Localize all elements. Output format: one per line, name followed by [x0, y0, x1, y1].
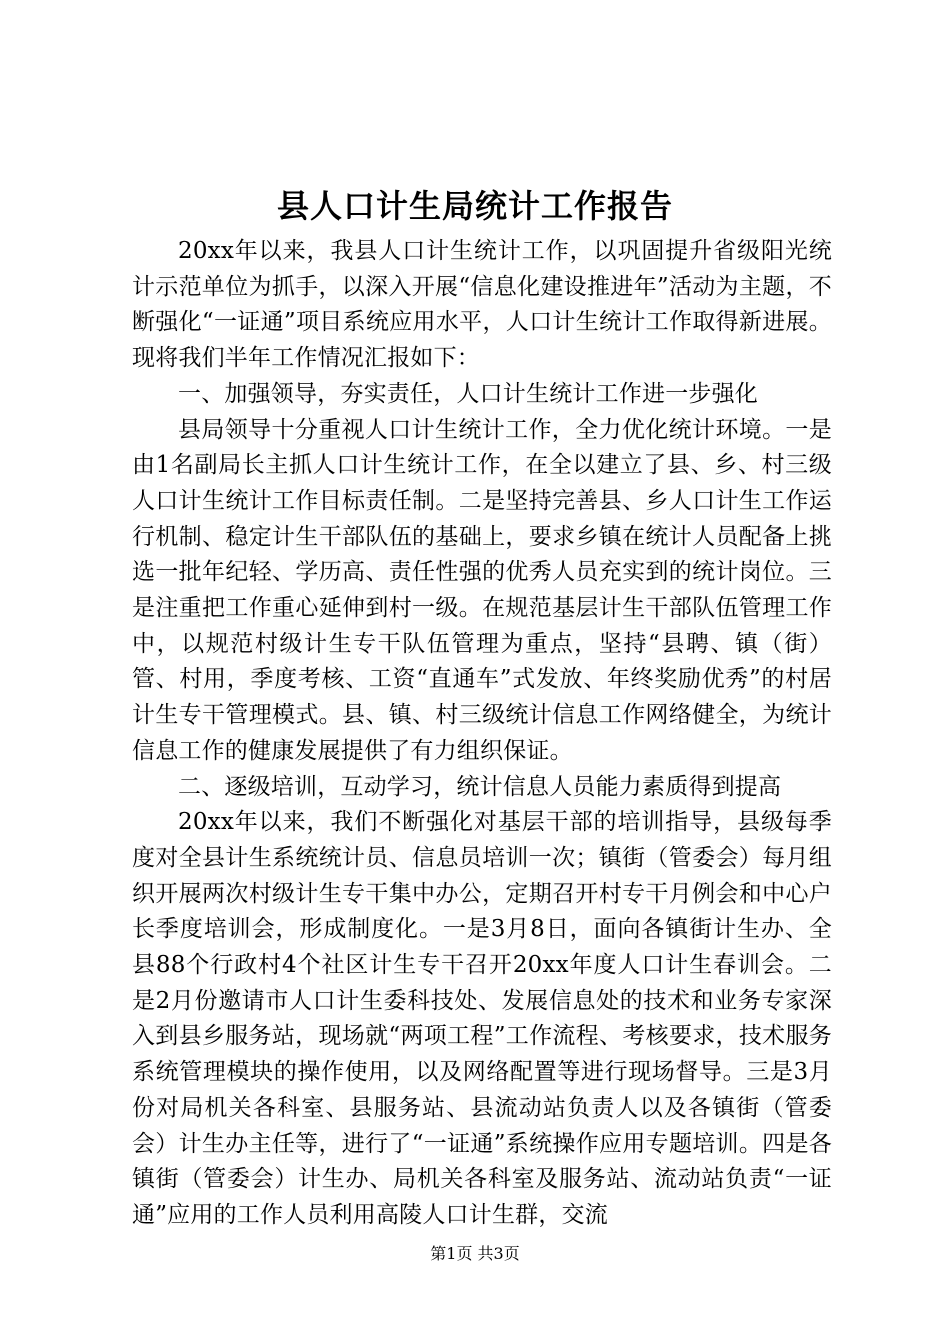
intro-paragraph: 20xx年以来，我县人口计生统计工作，以巩固提升省级阳光统计示范单位为抓手，以深入开展“信息化建设推进年”活动为主题，不断强化“一证通”项目系统应用水平，人口计生统计工作取得新进展。现将我们半年工作情况汇报如下：: [132, 238, 832, 372]
section-heading-1: 一、加强领导，夯实责任，人口计生统计工作进一步强化: [178, 380, 758, 407]
document-body: [132, 234, 832, 1234]
section-2-paragraph: 20xx年以来，我们不断强化对基层干部的培训指导，县级每季度对全县计生系统统计员、信息员培训一次；镇街（管委会）每月组织开展两次村级计生专干集中办公，定期召开村专干月例会和中心户长季度培训会，形成制度化。一是3月8日，面向各镇街计生办、全县88个行政村4个社区计生专干召开20xx年度人口计生春训会。二是2月份邀请市人口计生委科技处、发展信息处的技术和业务专家深入到县乡服务站，现场就“两项工程”工作流程、考核要求，技术服务系统管理模块的操作使用，以及网络配置等进行现场督导。三是3月份对局机关各科室、县服务站、县流动站负责人以及各镇街（管委会）计生办主任等，进行了“一证通”系统操作应用专题培训。四是各镇街（管委会）计生办、局机关各科室及服务站、流动站负责“一证通”应用的工作人员利用高陵人口计生群，交流: [132, 809, 832, 1228]
section-heading-2: 二、逐级培训，互动学习，统计信息人员能力素质得到提高: [178, 773, 782, 800]
page-footer: 第1页 共3页: [430, 1244, 520, 1263]
section-1-paragraph: 县局领导十分重视人口计生统计工作，全力优化统计环境。一是由1名副局长主抓人口计生统计工作，在全以建立了县、乡、村三级人口计生统计工作目标责任制。二是坚持完善县、乡人口计生工作运行机制、稳定计生干部队伍的基础上，要求乡镇在统计人员配备上挑选一批年纪轻、学历高、责任性强的优秀人员充实到的统计岗位。三是注重把工作重心延伸到村一级。在规范基层计生干部队伍管理工作中，以规范村级计生专干队伍管理为重点，坚持“县聘、镇（街）管、村用，季度考核、工资“直通车”式发放、年终奖励优秀”的村居计生专干管理模式。县、镇、村三级统计信息工作网络健全，为统计信息工作的健康发展提供了有力组织保证。: [132, 416, 832, 764]
document-title: 县人口计生局统计工作报告: [276, 187, 673, 225]
